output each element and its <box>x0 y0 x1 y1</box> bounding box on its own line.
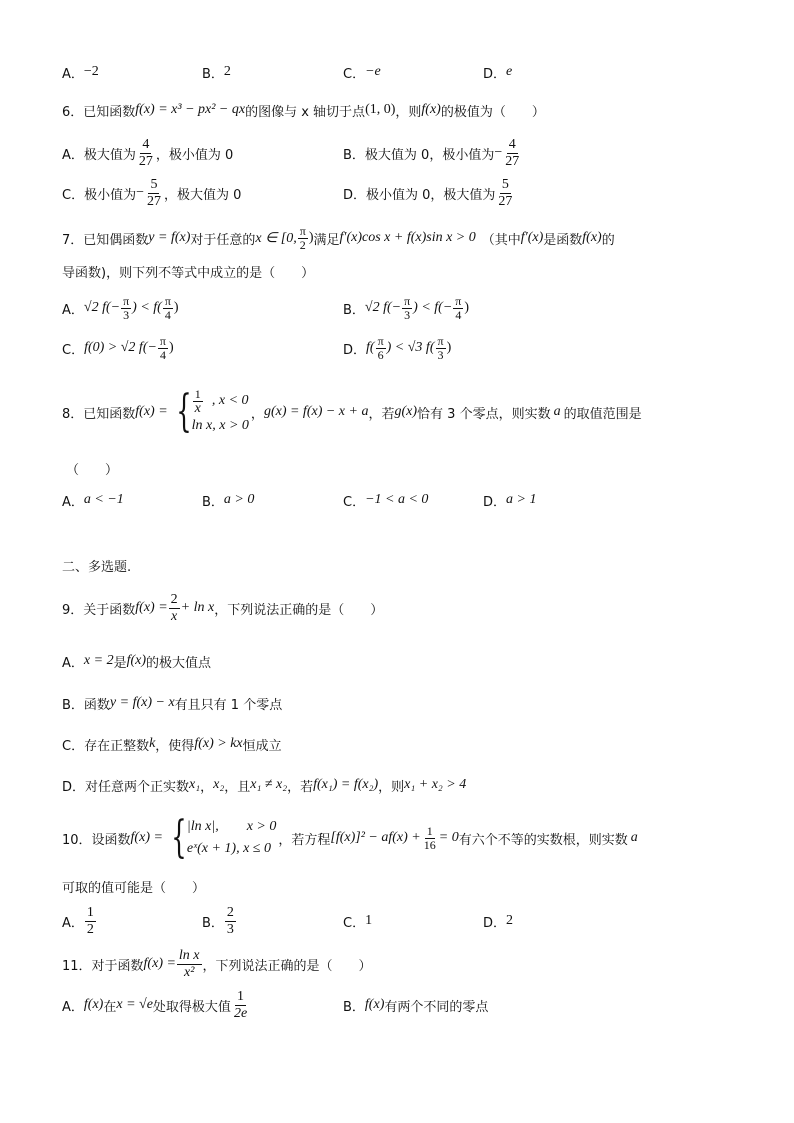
fraction <box>436 335 446 362</box>
numerator: 5 <box>150 176 158 192</box>
stem-text: ，若 <box>368 406 395 422</box>
option-label: A． <box>62 494 84 510</box>
variable: a <box>553 404 561 419</box>
denominator: 27 <box>138 153 153 169</box>
section-heading <box>62 550 131 580</box>
denominator: x² <box>184 964 195 980</box>
option-label: C． <box>343 494 366 510</box>
denominator: 4 <box>159 347 166 362</box>
denominator: 3 <box>123 307 130 322</box>
fraction <box>193 388 203 415</box>
piecewise-row: |ln x|, x > 0 <box>186 819 277 834</box>
denominator: x <box>194 400 201 416</box>
question-number: 8．已知函数 <box>62 406 136 422</box>
option-value: 2 <box>506 913 514 928</box>
function-definition: f(x) = <box>135 600 168 615</box>
option-expression: √2 f(− <box>83 300 121 315</box>
numerator: π <box>159 333 166 348</box>
stem-text: （其中 <box>481 232 521 248</box>
option-label: C． <box>62 342 85 358</box>
option-label: A． <box>62 302 84 318</box>
denominator: 6 <box>377 347 384 362</box>
stem-text: ，下列说法正确的是（ ） <box>214 602 384 618</box>
fx-expression: f(x) <box>126 653 147 668</box>
q11-option-a <box>62 985 250 1025</box>
minus-sign: − <box>494 145 503 160</box>
stem-text: 有六个不等的实数根，则实数 <box>458 832 628 848</box>
denominator: 3 <box>404 307 411 322</box>
q5-option-d <box>483 57 512 87</box>
stem-text: 的取值范围是 <box>563 406 642 422</box>
q11-stem <box>62 944 372 984</box>
bracket: ) <box>464 300 470 315</box>
stem-text: 的图像与 x 轴切于点 <box>245 104 366 120</box>
q5-option-a <box>62 57 99 87</box>
numerator: 4 <box>508 136 516 152</box>
q7-option-c <box>62 330 174 366</box>
stem-text: 满足 <box>313 232 340 248</box>
answer-paren: （ ） <box>66 462 119 478</box>
option-text: 恒成立 <box>242 738 282 754</box>
option-text: ，且 <box>224 779 251 795</box>
fraction <box>376 335 386 362</box>
denominator: 27 <box>146 193 161 209</box>
variable: k <box>149 736 156 751</box>
fraction <box>177 948 202 981</box>
function-definition: f(x) = <box>135 404 168 419</box>
q7-option-a <box>62 290 179 326</box>
question-number: 6．已知函数 <box>62 104 136 120</box>
numerator: π <box>437 333 444 348</box>
denominator: 3 <box>437 347 444 362</box>
numerator: 1 <box>194 386 201 401</box>
fraction <box>163 295 173 322</box>
fraction <box>121 295 131 322</box>
bracket: ) <box>168 340 174 355</box>
numerator: ln x <box>178 947 200 963</box>
option-expression: x₁ ≠ x₂ <box>250 777 288 792</box>
q8-stem <box>62 382 642 442</box>
option-text: C．存在正整数 <box>62 738 150 754</box>
option-text: B．函数 <box>62 697 110 713</box>
fx-expression: f(x) <box>582 230 602 245</box>
q10-option-b <box>202 901 237 941</box>
option-label: C． <box>343 66 366 82</box>
piecewise-function <box>170 388 249 437</box>
fraction <box>298 225 308 252</box>
option-label: B． <box>202 915 224 931</box>
option-label: B． <box>343 302 365 318</box>
numerator: π <box>123 293 130 308</box>
option-label: A． <box>62 66 84 82</box>
q10-stem-line2 <box>62 871 205 901</box>
option-text: ，使得 <box>155 738 195 754</box>
option-text: B．极大值为 0，极小值为 <box>343 147 495 163</box>
variable: x₁ <box>189 777 201 792</box>
stem-text: 可取的值可能是（ ） <box>62 880 206 896</box>
q7-option-b <box>343 290 469 326</box>
stem-text: 的 <box>601 232 615 248</box>
option-expression: f(0) > √2 f(− <box>84 340 157 355</box>
option-value: −1 < a < 0 <box>365 492 429 507</box>
option-label: A． <box>62 999 84 1015</box>
numerator: π <box>164 293 171 308</box>
stem-text: ，下列说法正确的是（ ） <box>202 958 372 974</box>
q10-stem <box>62 808 638 868</box>
option-text: A．极大值为 <box>62 147 136 163</box>
piecewise-function <box>165 812 277 863</box>
option-text: D．对任意两个正实数 <box>62 779 190 795</box>
option-expression: f(x) > kx <box>194 736 243 751</box>
stem-text: 恰有 3 个零点，则实数 <box>417 406 551 422</box>
function-expression: + ln x <box>180 600 215 615</box>
piecewise-row: eˣ(x + 1), x ≤ 0 <box>186 841 271 856</box>
option-expression: ) < √3 f( <box>386 340 435 355</box>
numerator: 4 <box>142 136 150 152</box>
option-text: C．极小值为 <box>62 187 137 203</box>
gx-expression: g(x) <box>394 404 418 419</box>
bracket: ) <box>446 340 452 355</box>
q6-option-d <box>343 173 515 213</box>
option-expression: f( <box>366 340 375 355</box>
function-expression: f(x) = x³ − px² − qx <box>135 102 246 117</box>
option-value: a > 0 <box>223 492 255 507</box>
numerator: 2 <box>226 904 234 920</box>
q10-option-a <box>62 901 97 941</box>
option-label: B． <box>202 494 224 510</box>
option-text: 处取得极大值 <box>152 999 231 1015</box>
q9-option-d <box>62 770 466 800</box>
stem-text: ， <box>250 406 264 422</box>
stem-text: 对于任意的 <box>190 232 256 248</box>
numerator: π <box>455 293 462 308</box>
minus-sign: − <box>136 185 144 200</box>
option-text: 是 <box>113 655 127 671</box>
option-text: 有两个不同的零点 <box>384 999 489 1015</box>
inequality-expression: f′(x)cos x + f(x)sin x > 0 <box>339 230 476 245</box>
fraction <box>496 177 514 210</box>
denominator: 16 <box>423 837 436 852</box>
option-label: D． <box>483 915 507 931</box>
derivative-expression: f′(x) <box>520 230 544 245</box>
fraction <box>158 335 168 362</box>
option-text: ，若 <box>287 779 314 795</box>
option-value: 2 <box>223 64 231 79</box>
stem-text: 导函数)，则下列不等式中成立的是（ ） <box>62 265 315 281</box>
denominator: 2 <box>86 921 94 937</box>
function-definition: f(x) = <box>130 830 163 845</box>
option-text: ，则 <box>378 779 405 795</box>
numerator: π <box>404 293 411 308</box>
option-expression: x₁ + x₂ > 4 <box>404 777 467 792</box>
fx-expression: f(x) <box>83 997 104 1012</box>
option-expression: f(x₁) = f(x₂) <box>313 777 379 792</box>
option-text: ，极小值为 0 <box>155 147 234 163</box>
fraction <box>145 177 163 210</box>
q8-option-b <box>202 485 254 515</box>
numerator: 1 <box>86 904 94 920</box>
denominator: 27 <box>498 193 513 209</box>
fraction <box>232 989 249 1022</box>
option-text: ， <box>200 779 214 795</box>
option-expression: √2 f(− <box>364 300 402 315</box>
question-number: 10．设函数 <box>62 832 131 848</box>
numerator: 2 <box>170 591 178 607</box>
domain-expression: x ∈ [0, <box>255 230 297 246</box>
q10-option-c <box>343 906 372 936</box>
denominator: 27 <box>505 153 520 169</box>
option-value: a < −1 <box>83 492 124 507</box>
option-label: B． <box>202 66 224 82</box>
option-value: e <box>506 64 513 79</box>
point-expression: (1, 0) <box>365 102 396 117</box>
stem-text: ，则 <box>395 104 422 120</box>
q6-option-c <box>62 173 241 213</box>
equation-expression: [f(x)]² − af(x) + <box>330 830 421 845</box>
option-text: D．极小值为 0，极大值为 <box>343 187 496 203</box>
q7-option-d <box>343 330 451 366</box>
option-text: ，极大值为 0 <box>163 187 242 203</box>
fraction <box>402 295 412 322</box>
bracket: ) <box>173 300 179 315</box>
denominator: 3 <box>226 921 234 937</box>
stem-text: 是函数 <box>543 232 583 248</box>
question-number: 11．对于函数 <box>62 958 144 974</box>
section-title: 二、多选题. <box>62 559 132 575</box>
function-definition: f(x) = <box>143 956 176 971</box>
q6-option-a <box>62 133 233 173</box>
option-expression: ) < f( <box>132 300 162 315</box>
q9-option-a <box>62 646 211 676</box>
fraction <box>137 137 155 170</box>
option-text: 有且只有 1 个零点 <box>174 697 283 713</box>
option-label: D． <box>343 342 367 358</box>
left-brace-icon: { <box>171 812 187 863</box>
q8-option-a <box>62 485 124 515</box>
option-label: D． <box>483 494 507 510</box>
variable: x₂ <box>213 777 225 792</box>
option-label: B． <box>343 999 365 1015</box>
option-expression: x = 2 <box>83 653 114 668</box>
left-brace-icon: { <box>175 386 192 437</box>
option-label: D． <box>483 66 507 82</box>
numerator: 1 <box>426 823 433 838</box>
stem-text: 的极值为（ ） <box>440 104 545 120</box>
equation-expression: = 0 <box>438 830 459 845</box>
numerator: 5 <box>501 176 509 192</box>
piecewise-row: ln x, x > 0 <box>191 417 249 433</box>
function-expression: y = f(x) <box>148 230 191 245</box>
q9-option-c <box>62 729 282 759</box>
variable: a <box>630 830 638 845</box>
numerator: π <box>377 333 384 348</box>
option-value: a > 1 <box>506 492 537 507</box>
option-value: −e <box>365 64 381 79</box>
denominator: 2e <box>233 1005 248 1021</box>
option-label: C． <box>343 915 366 931</box>
fraction <box>225 905 236 938</box>
option-text: 的极大值点 <box>146 655 212 671</box>
fraction <box>453 295 463 322</box>
q7-stem-line2 <box>62 256 314 286</box>
q10-option-d <box>483 906 513 936</box>
q8-paren <box>66 453 118 483</box>
fraction <box>169 592 180 625</box>
q7-stem <box>62 220 615 256</box>
option-expression: x = √e <box>116 997 153 1012</box>
function-expression: g(x) = f(x) − x + a <box>263 404 369 419</box>
denominator: 2 <box>299 237 306 252</box>
q5-option-b <box>202 57 231 87</box>
q8-option-c <box>343 485 428 515</box>
denominator: x <box>171 608 178 624</box>
denominator: 4 <box>455 307 462 322</box>
q6-option-b <box>343 133 522 173</box>
option-value: −2 <box>83 64 99 79</box>
numerator: π <box>299 223 306 238</box>
fraction <box>85 905 96 938</box>
question-number: 9．关于函数 <box>62 602 136 618</box>
q5-option-c <box>343 57 381 87</box>
option-label: A． <box>62 915 84 931</box>
option-expression: y = f(x) − x <box>109 695 175 710</box>
option-value: 1 <box>365 913 373 928</box>
fraction <box>422 825 438 852</box>
stem-text: ，若方程 <box>278 832 331 848</box>
q8-option-d <box>483 485 536 515</box>
option-label: A． <box>62 655 84 671</box>
fx-expression: f(x) <box>364 997 385 1012</box>
q11-option-b <box>343 990 488 1020</box>
fx-expression: f(x) <box>421 102 441 117</box>
option-expression: ) < f(− <box>413 300 453 315</box>
numerator: 1 <box>237 988 245 1004</box>
q6-stem <box>62 95 545 125</box>
option-text: 在 <box>103 999 117 1015</box>
question-number: 7．已知偶函数 <box>62 232 149 248</box>
piecewise-row: , x < 0 <box>211 392 249 408</box>
fraction <box>503 137 521 170</box>
denominator: 4 <box>164 307 171 322</box>
q9-option-b <box>62 688 282 718</box>
q9-stem <box>62 588 383 628</box>
bracket: ) <box>308 230 314 245</box>
